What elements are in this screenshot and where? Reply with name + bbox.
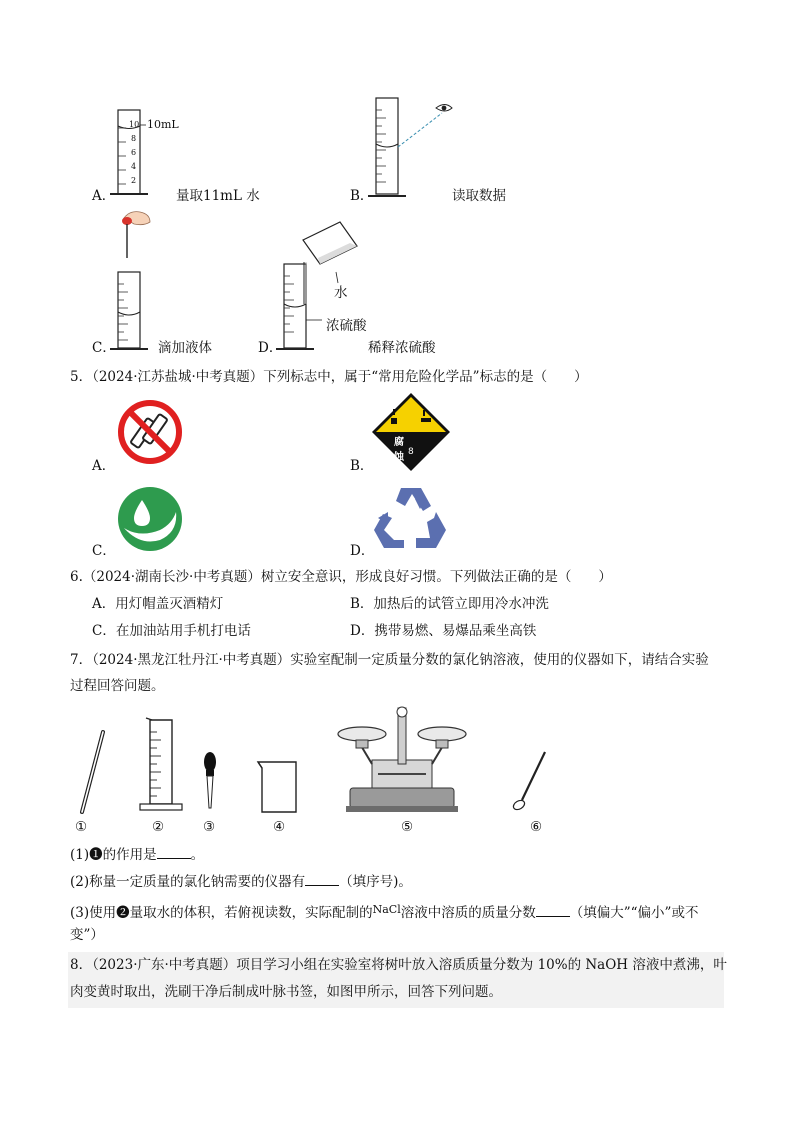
instrument-label-4: ④ [273,819,286,835]
option-caption: 读取数据 [452,188,506,204]
circled-number: ❷ [116,905,130,921]
option-caption: 滴加液体 [158,340,212,356]
dropper-icon [204,752,216,808]
instrument-label-2: ② [152,819,165,835]
q7-sub3 [70,900,698,923]
sub-text: 量取水的体积，若俯视读数，实际配制的 [129,905,373,921]
cylinder-tick-2: 2 [131,176,137,185]
q8-line2: 肉变黄时取出，洗刷干净后制成叶脉书签，如图甲所示，回答下列问题。 [70,984,502,1000]
option-letter: D． [350,543,375,559]
q7-stem-line1: 7．（2024·黑龙江牡丹江·中考真题）实验室配制一定质量分数的氯化钠溶液，使用的仪器如下，请结合实验 [70,652,709,668]
formula-nacl: NaCl [372,903,401,916]
q8-block [68,952,727,1008]
sub-text: (3)使用 [70,905,117,921]
option-caption: 量取11mL 水 [176,188,260,204]
beaker-icon [258,762,296,812]
corrosive-number: 8 [408,447,414,457]
option-letter: B． [350,458,374,474]
answer-blank[interactable] [305,871,339,886]
lab-instruments-figure [0,0,1,1]
cylinder-tick-4: 4 [131,162,137,171]
q6-option-c[interactable]: C．在加油站用手机打电话 [92,623,251,639]
glass-rod-icon [82,732,103,812]
q5-stem: 5．（2024·江苏盐城·中考真题）下列标志中，属于“常用危险化学品”标志的是（ ） [70,369,588,385]
q6-option-d[interactable]: D．携带易燃、易爆品乘坐高铁 [350,623,537,639]
option-letter: A． [92,188,116,204]
balance-scale-icon [338,707,466,812]
q6-stem: 6.（2024·湖南长沙·中考真题）树立安全意识，形成良好习惯。下列做法正确的是（ ） [70,569,612,585]
cylinder-tick-6: 6 [131,148,137,157]
sub-text: 的作用是 [102,847,157,863]
acid-label: 浓硫酸 [326,318,367,334]
sub-text: 。 [190,847,205,863]
circled-number: ❶ [89,847,103,863]
sub-text: (2)称量一定质量的氯化钠需要的仪器有 [70,874,306,890]
corrosive-text: 腐蚀品 [394,437,404,478]
cylinder-mark-label: 10mL [147,118,179,131]
measuring-cylinder-icon [140,718,182,810]
sub-text: （填偏大”“偏小”或不 [569,905,699,921]
option-letter: C． [92,543,116,559]
q7-sub2 [70,871,412,892]
medicine-spoon-icon [512,752,545,811]
sub-number: (1) [70,847,90,863]
q6-option-a[interactable]: A．用灯帽盖灭酒精灯 [92,596,224,612]
option-letter: A． [92,458,116,474]
q7-sub3-cont: 变”） [70,927,104,943]
q7-stem-line2: 过程回答问题。 [70,678,165,694]
instrument-label-1: ① [75,819,88,835]
cylinder-tick-8: 8 [131,134,137,143]
option-letter: D． [258,340,283,356]
option-caption: 稀释浓硫酸 [368,340,436,356]
cylinder-tick-10: 10 [129,120,140,129]
q8-line1: 8．（2023·广东·中考真题）项目学习小组在实验室将树叶放入溶质质量分数为 10%的 NaOH 溶液中煮沸，叶 [70,957,727,973]
q6-option-b[interactable]: B．加热后的试管立即用冷水冲洗 [350,596,549,612]
sub-text: 溶液中溶质的质量分数 [400,905,536,921]
answer-blank[interactable] [157,844,191,859]
answer-blank[interactable] [536,902,570,917]
water-label: 水 [334,285,348,301]
option-letter: C． [92,340,116,356]
instrument-label-3: ③ [203,819,216,835]
option-letter: B． [350,188,374,204]
sub-text: （填序号)。 [339,874,412,890]
instrument-label-5: ⑤ [401,819,414,835]
instrument-label-6: ⑥ [530,819,543,835]
q7-sub1 [70,844,204,865]
